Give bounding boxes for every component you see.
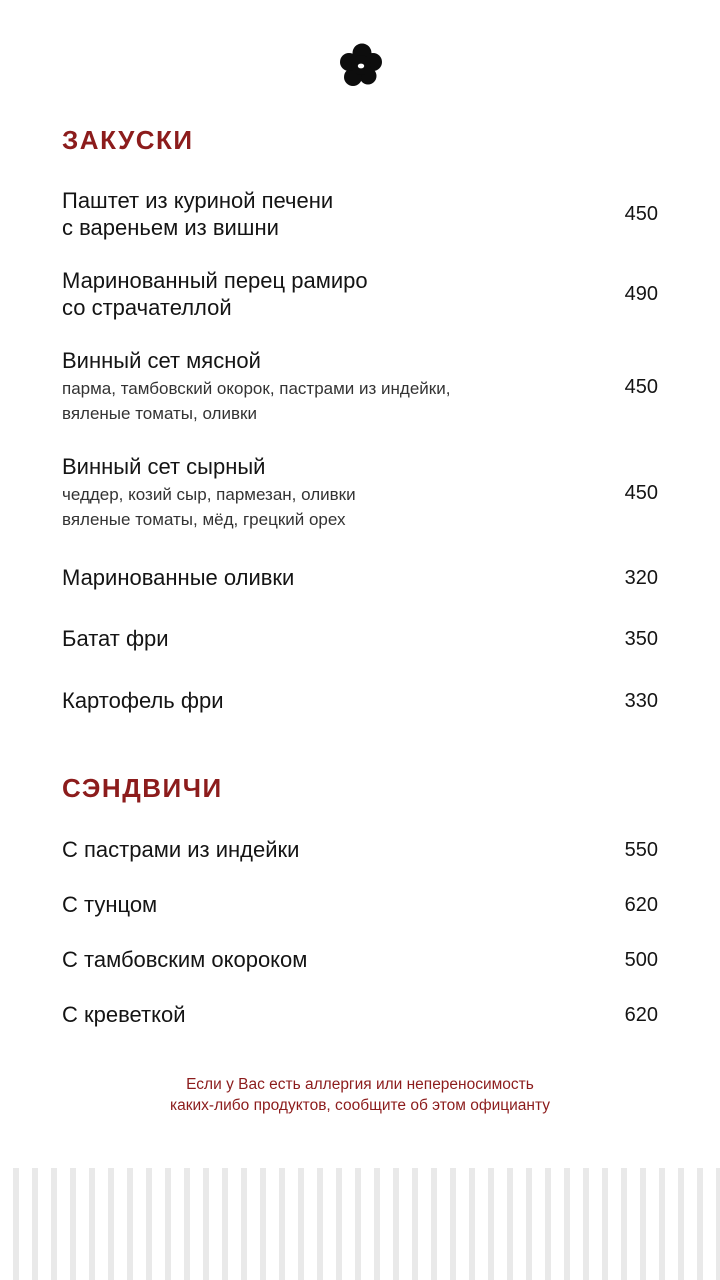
item-price: 450	[624, 376, 658, 398]
item-price: 450	[624, 203, 658, 225]
menu-item	[62, 347, 658, 426]
menu-item	[62, 564, 658, 591]
decorative-stripes	[0, 1168, 720, 1280]
item-price: 550	[624, 839, 658, 861]
menu-item	[62, 1001, 658, 1028]
item-description: чеддер, козий сыр, пармезан, оливки вяленые томаты, мёд, грецкий орех	[62, 485, 356, 529]
item-price: 350	[624, 628, 658, 650]
menu-item	[62, 267, 658, 321]
menu-item	[62, 625, 658, 652]
menu-item	[62, 187, 658, 241]
menu-item	[62, 453, 658, 532]
item-price: 490	[624, 283, 658, 305]
item-price: 330	[624, 690, 658, 712]
item-name: Винный сет сырный	[62, 454, 266, 479]
item-price: 320	[624, 567, 658, 589]
item-description: парма, тамбовский окорок, пастрами из индейки, вяленые томаты, оливки	[62, 379, 451, 423]
menu-item	[62, 891, 658, 918]
item-name: Маринованный перец рамиро со страчателлой	[62, 268, 368, 320]
item-name: Картофель фри	[62, 688, 224, 713]
item-price: 620	[624, 894, 658, 916]
item-name: С креветкой	[62, 1002, 186, 1027]
section-title-sandwiches: СЭНДВИЧИ	[62, 773, 223, 803]
item-name: С пастрами из индейки	[62, 837, 300, 862]
item-name: Винный сет мясной	[62, 348, 261, 373]
item-name: С тунцом	[62, 892, 158, 917]
menu-item	[62, 836, 658, 863]
item-name: С тамбовским окороком	[62, 947, 308, 972]
item-name: Батат фри	[62, 626, 169, 651]
allergy-note: Если у Вас есть аллергия или непереносимость каких-либо продуктов, сообщите об этом официанту	[170, 1076, 550, 1114]
item-price: 450	[624, 482, 658, 504]
item-price: 500	[624, 949, 658, 971]
section-title-zakuski: ЗАКУСКИ	[62, 125, 194, 155]
menu-item	[62, 687, 658, 714]
item-name: Паштет из куриной печени с вареньем из вишни	[62, 188, 334, 240]
menu-item	[62, 946, 658, 973]
item-name: Маринованные оливки	[62, 565, 295, 590]
flower-icon	[339, 42, 383, 88]
item-price: 620	[624, 1004, 658, 1026]
